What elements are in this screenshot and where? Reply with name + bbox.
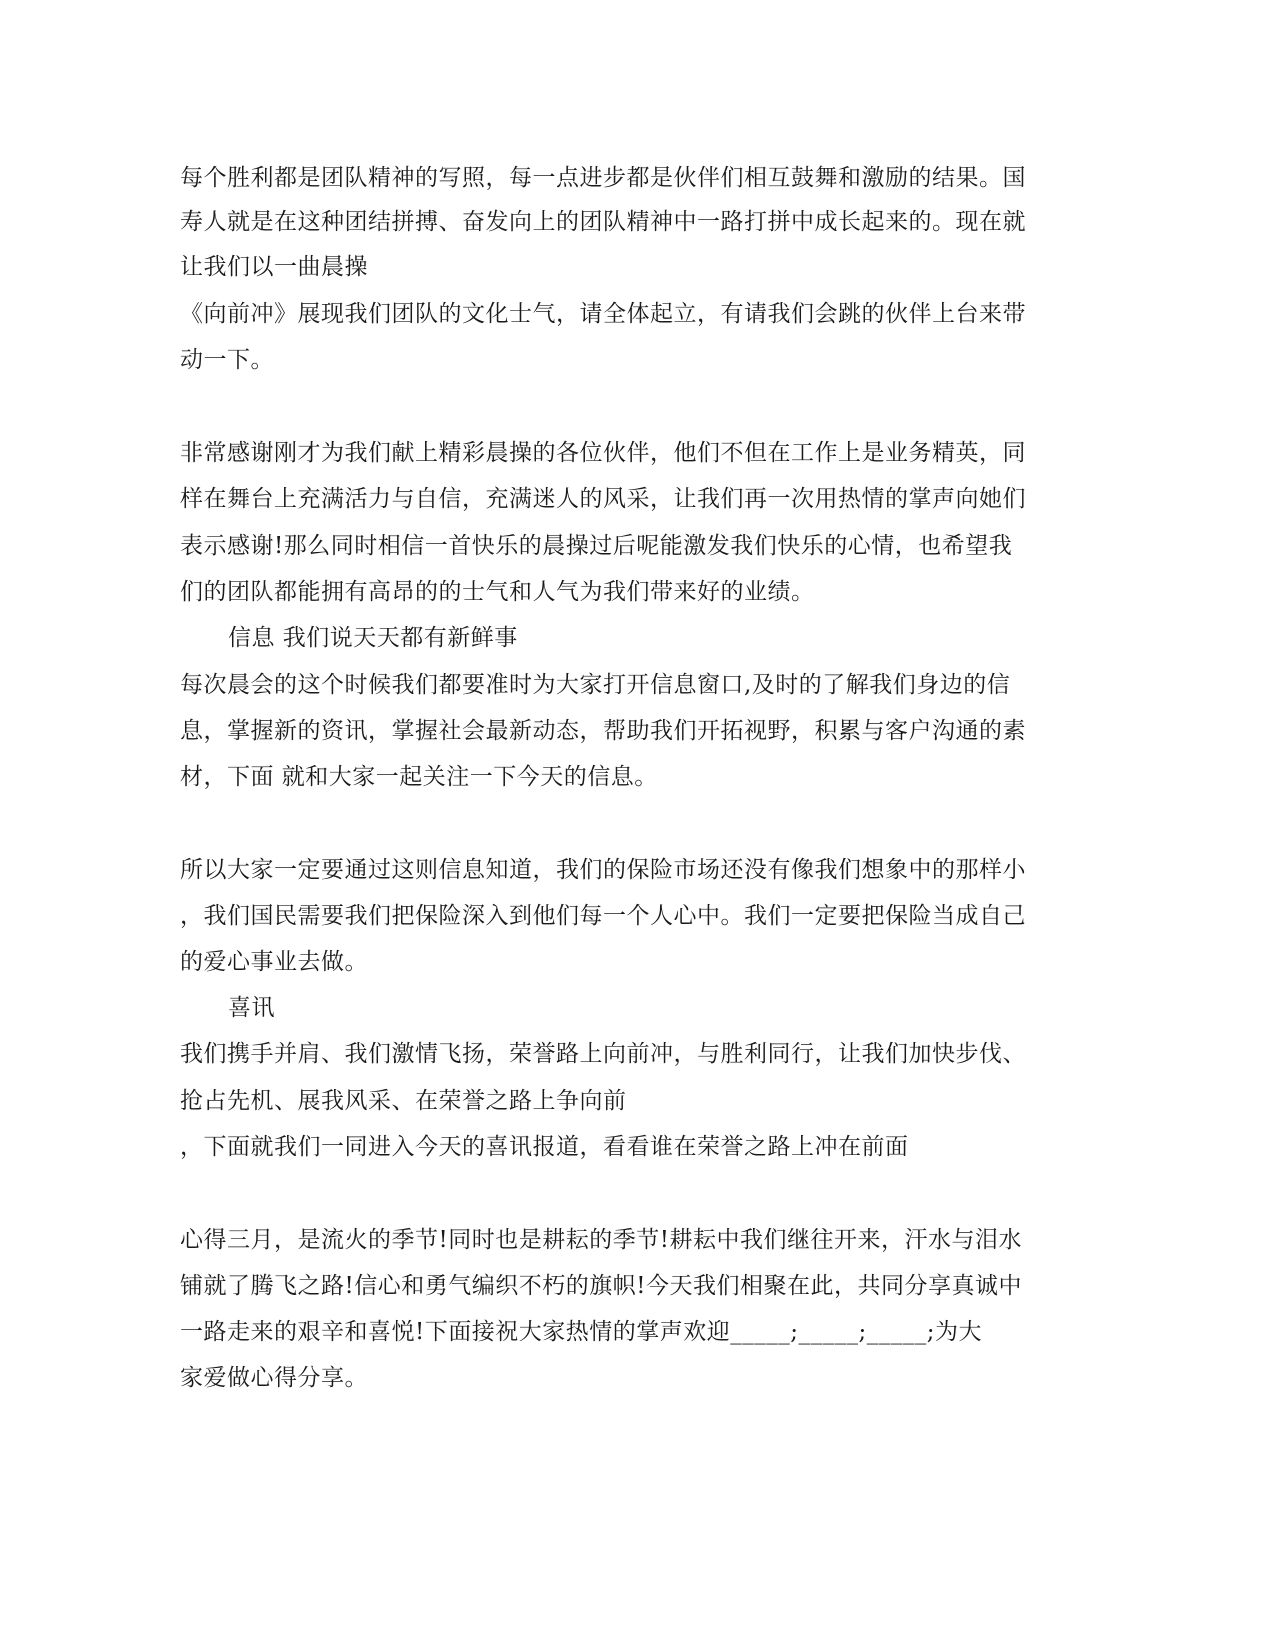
text-line: 铺就了腾飞之路!信心和勇气编织不朽的旗帜!今天我们相聚在此，共同分享真诚中	[180, 1273, 1022, 1299]
text-line: 材，下面 就和大家一起关注一下今天的信息。	[180, 764, 658, 790]
text-line: 样在舞台上充满活力与自信，充满迷人的风采，让我们再一次用热情的掌声向她们	[180, 486, 1026, 512]
text-line: 一路走来的艰辛和喜悦!下面接祝大家热情的掌声欢迎_____;_____;_____;为大	[180, 1319, 982, 1345]
text-line: 家爱做心得分享。	[180, 1365, 368, 1391]
text-line: 心得三月，是流火的季节!同时也是耕耘的季节!耕耘中我们继往开来，汗水与泪水	[180, 1227, 1022, 1253]
text-line: 们的团队都能拥有高昂的的士气和人气为我们带来好的业绩。	[180, 579, 815, 605]
text-line: 寿人就是在这种团结拼搏、奋发向上的团队精神中一路打拼中成长起来的。现在就	[180, 209, 1026, 235]
text-line: 动一下。	[180, 347, 274, 373]
section-heading: 喜讯	[228, 995, 275, 1021]
text-line: 我们携手并肩、我们激情飞扬，荣誉路上向前冲，与胜利同行，让我们加快步伐、	[180, 1041, 1026, 1067]
text-line: 抢占先机、展我风采、在荣誉之路上争向前	[180, 1088, 627, 1114]
text-line: ，下面就我们一同进入今天的喜讯报道，看看谁在荣誉之路上冲在前面	[180, 1134, 909, 1160]
text-line: 每个胜利都是团队精神的写照，每一点进步都是伙伴们相互鼓舞和激励的结果。国	[180, 165, 1026, 191]
text-line: ，我们国民需要我们把保险深入到他们每一个人心中。我们一定要把保险当成自己	[180, 903, 1026, 929]
text-line: 息，掌握新的资讯，掌握社会最新动态，帮助我们开拓视野，积累与客户沟通的素	[180, 718, 1026, 744]
text-line: 让我们以一曲晨操	[180, 254, 368, 280]
text-line: 每次晨会的这个时候我们都要准时为大家打开信息窗口,及时的了解我们身边的信	[180, 672, 1011, 698]
section-heading: 信息 我们说天天都有新鲜事	[228, 625, 518, 651]
text-line: 所以大家一定要通过这则信息知道，我们的保险市场还没有像我们想象中的那样小	[180, 857, 1026, 883]
text-line: 表示感谢!那么同时相信一首快乐的晨操过后呢能激发我们快乐的心情，也希望我	[180, 533, 1013, 559]
text-line: 非常感谢刚才为我们献上精彩晨操的各位伙伴，他们不但在工作上是业务精英，同	[180, 440, 1026, 466]
text-line: 《向前冲》展现我们团队的文化士气，请全体起立，有请我们会跳的伙伴上台来带	[180, 301, 1026, 327]
text-line: 的爱心事业去做。	[180, 949, 368, 975]
